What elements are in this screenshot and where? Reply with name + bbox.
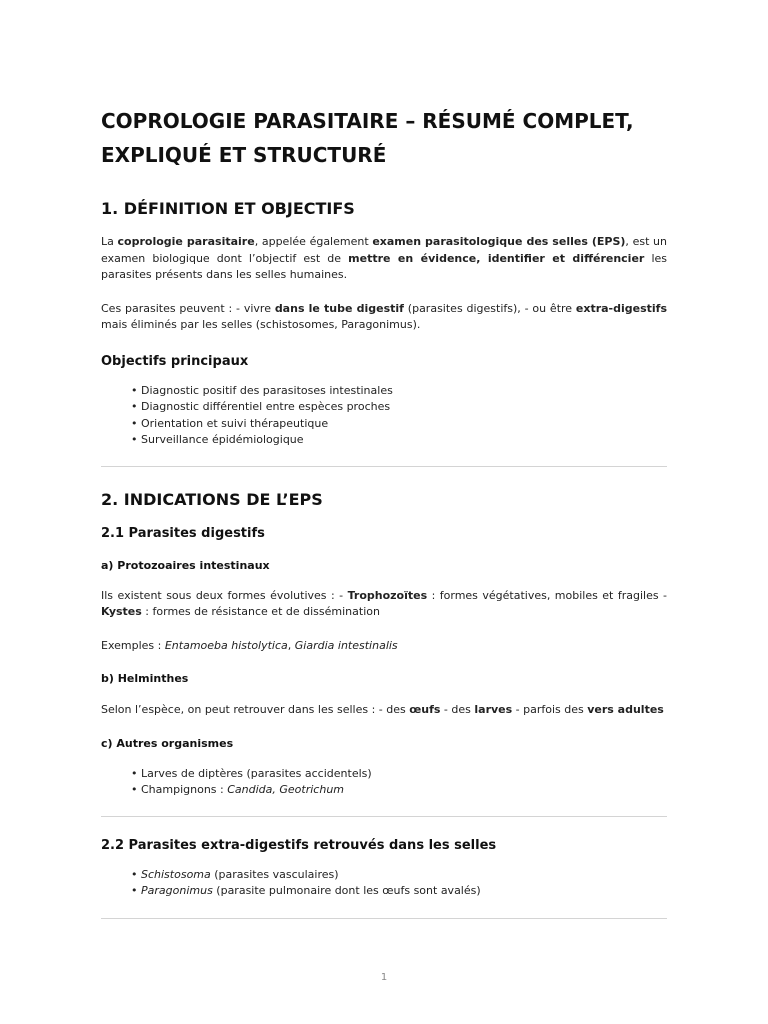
list-item: • Diagnostic différentiel entre espèces proches: [131, 399, 667, 416]
section-divider: [101, 466, 667, 467]
protozoa-heading: a) Protozoaires intestinaux: [101, 558, 270, 572]
list-item: • Larves de diptères (parasites accidentels): [131, 766, 667, 783]
protozoa-examples-paragraph: Exemples : Entamoeba histolytica, Giardia intestinalis: [101, 638, 398, 652]
section-1-heading: 1. DÉFINITION ET OBJECTIFS: [101, 199, 355, 218]
definition-paragraph: La coprologie parasitaire, appelée également examen parasitologique des selles (EPS), est un examen biologique dont l’objectif est de mettre en évidence, identifier et différencier les parasites présents dans les selles humaines.: [101, 235, 668, 281]
other-organisms-list: [101, 766, 667, 799]
objectives-list: [101, 383, 667, 449]
objectives-heading: Objectifs principaux: [101, 353, 249, 369]
section-divider: [101, 918, 667, 919]
helminths-heading: b) Helminthes: [101, 672, 189, 685]
protozoa-paragraph: Ils existent sous deux formes évolutives : - Trophozoïtes : formes végétatives, mobiles et fragiles - Kystes : formes de résistance et de dissémination: [101, 588, 667, 618]
subsection-2-2-heading: 2.2 Parasites extra-digestifs retrouvés dans les selles: [101, 837, 497, 853]
list-item: • Diagnostic positif des parasitoses intestinales: [131, 383, 667, 400]
extra-digestive-list: [101, 867, 667, 900]
list-item: • Paragonimus (parasite pulmonaire dont les œufs sont avalés): [131, 883, 667, 900]
page-number: 1: [380, 972, 388, 983]
document-title: COPROLOGIE PARASITAIRE – RÉSUMÉ COMPLET, EXPLIQUÉ ET STRUCTURÉ: [101, 109, 634, 167]
list-item: • Champignons : Candida, Geotrichum: [131, 782, 667, 799]
other-organisms-heading: c) Autres organismes: [101, 736, 234, 750]
page-content: [101, 104, 667, 919]
subsection-2-1-heading: 2.1 Parasites digestifs: [101, 525, 265, 541]
section-2-heading: 2. INDICATIONS DE L’EPS: [101, 489, 323, 509]
parasites-location-paragraph: Ces parasites peuvent : - vivre dans le tube digestif (parasites digestifs), - ou être extra-digestifs mais éliminés par les selles (schistosomes, Paragonimus).: [101, 301, 668, 331]
list-item: • Surveillance épidémiologique: [131, 432, 667, 449]
helminths-paragraph: Selon l’espèce, on peut retrouver dans les selles : - des œufs - des larves - parfois des vers adultes: [101, 703, 664, 716]
section-divider: [101, 816, 667, 817]
list-item: • Schistosoma (parasites vasculaires): [131, 867, 667, 884]
list-item: • Orientation et suivi thérapeutique: [131, 416, 667, 433]
